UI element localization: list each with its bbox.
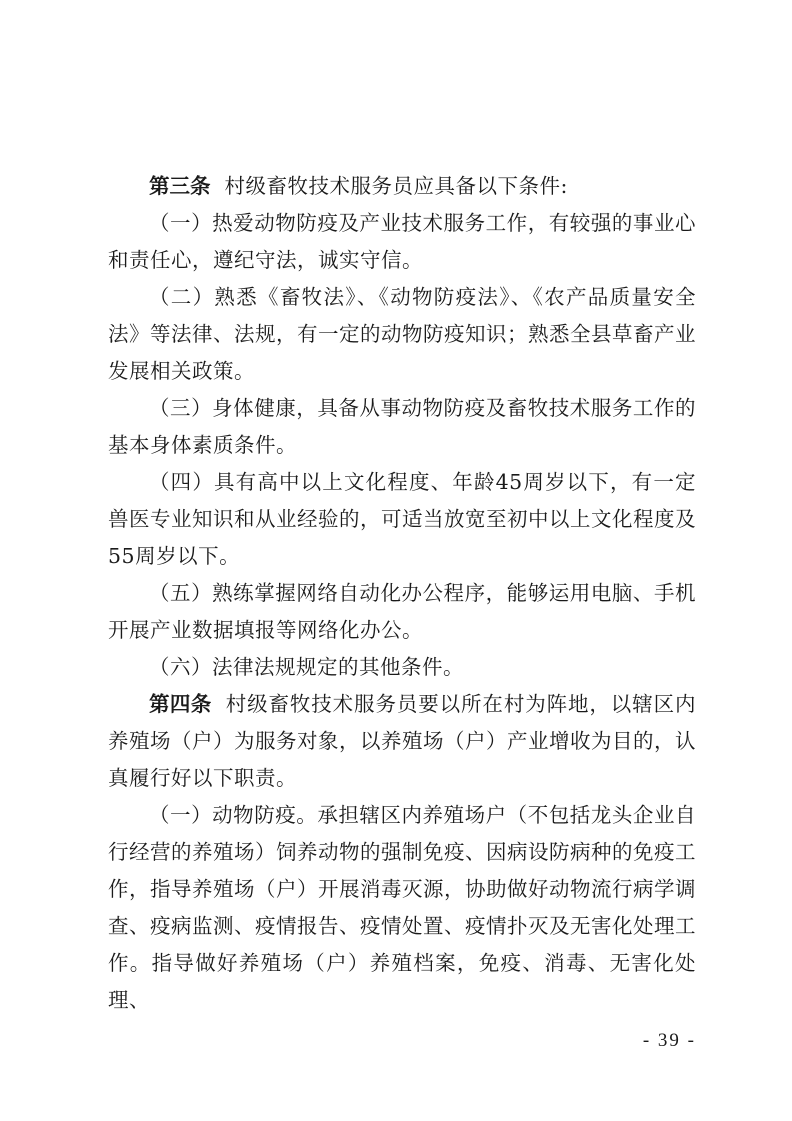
page-number: - 39 -	[642, 1030, 696, 1051]
article-3-text: 村级畜牧技术服务员应具备以下条件:	[224, 174, 568, 198]
article-3-paragraph	[108, 168, 696, 205]
article-4-paragraph	[108, 686, 696, 797]
article-3-heading: 第三条	[149, 174, 211, 198]
article-3-item-1: （一）热爱动物防疫及产业技术服务工作，有较强的事业心和责任心，遵纪守法，诚实守信。	[108, 211, 696, 272]
article-3-item-6: （六）法律法规规定的其他条件。	[149, 655, 464, 679]
article-3-item-5: （五）熟练掌握网络自动化办公程序，能够运用电脑、手机开展产业数据填报等网络化办公。	[108, 581, 696, 642]
article-4-text: 村级畜牧技术服务员要以所在村为阵地，以辖区内养殖场（户）为服务对象，以养殖场（户）产业增收为目的，认真履行好以下职责。	[108, 692, 696, 790]
document-body	[108, 168, 696, 1019]
article-3-item-3: （三）身体健康，具备从事动物防疫及畜牧技术服务工作的基本身体素质条件。	[108, 396, 696, 457]
article-4-heading: 第四条	[149, 692, 212, 716]
article-4-item-1: （一）动物防疫。承担辖区内养殖场户（不包括龙头企业自行经营的养殖场）饲养动物的强制免疫、因病设防病种的免疫工作，指导养殖场（户）开展消毒灭源，协助做好动物流行病学调查、疫病监测、疫情报告、疫情处置、疫情扑灭及无害化处理工作。指导做好养殖场（户）养殖档案，免疫、消毒、无害化处理、	[108, 803, 696, 1012]
article-3-item-4: （四）具有高中以上文化程度、年龄45周岁以下，有一定兽医专业知识和从业经验的，可适当放宽至初中以上文化程度及55周岁以下。	[108, 470, 696, 568]
article-3-item-2: （二）熟悉《畜牧法》、《动物防疫法》、《农产品质量安全法》等法律、法规，有一定的动物防疫知识；熟悉全县草畜产业发展相关政策。	[108, 285, 696, 383]
